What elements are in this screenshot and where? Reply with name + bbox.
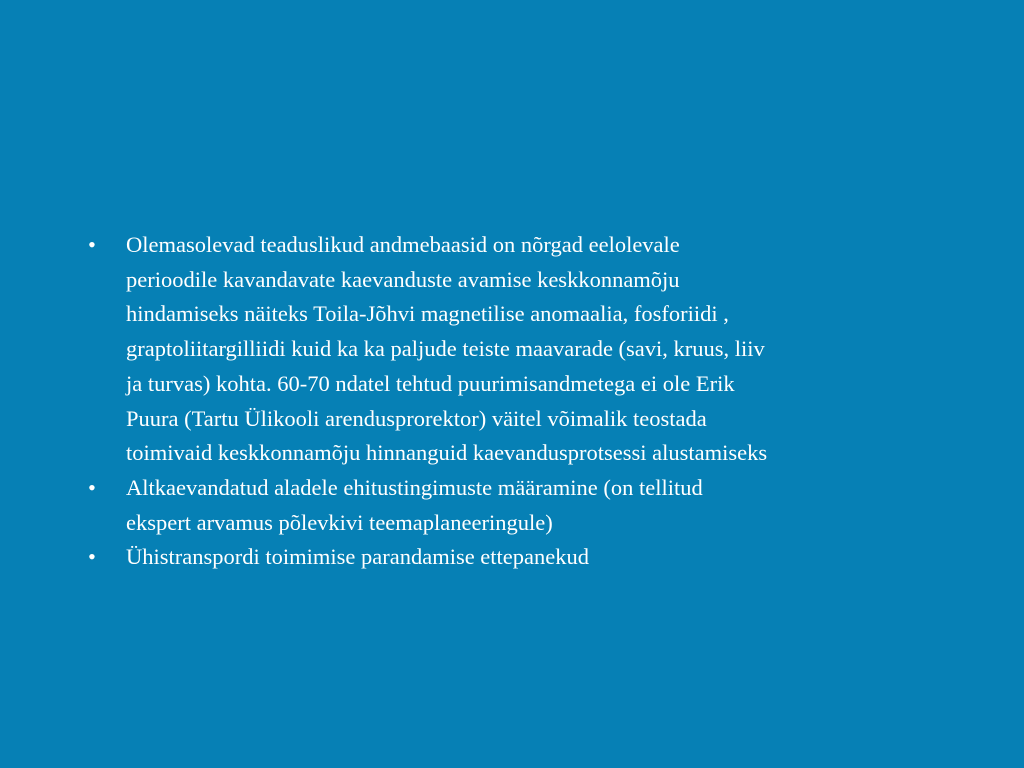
bullet-text: Ühistranspordi toimimise parandamise ettepanekud <box>126 544 590 570</box>
bullet-marker: • <box>88 474 96 500</box>
bullet-marker: • <box>88 232 96 257</box>
bullet-item-1 <box>88 228 948 471</box>
bullet-list <box>88 228 948 575</box>
bullet-text: Olemasolevad teaduslikud andmebaasid on nõrgad eelolevale perioodile kavandavate kaevanduste avamise keskkonnamõju hindamiseks näiteks Toila-Jõhvi magnetilise anomaalia, fosforiidi , graptoliitargilliidi kuid ka ka paljude teiste maavarade (savi, kruus, liiv ja turvas) kohta. 60-70 ndatel tehtud puurimisandmetega ei ole Erik Puura (Tartu Ülikooli arendusprorektor) väitel võimalik teostada toimivaid keskkonnamõju hinnanguid kaevandusprotsessi alustamiseks <box>126 232 768 466</box>
bullet-item-2 <box>88 471 948 540</box>
bullet-marker: • <box>88 544 96 570</box>
bullet-text: Altkaevandatud aladele ehitustingimuste määramine (on tellitud ekspert arvamus põlevkivi teemaplaneeringule) <box>126 474 703 535</box>
bullet-item-3 <box>88 540 948 575</box>
